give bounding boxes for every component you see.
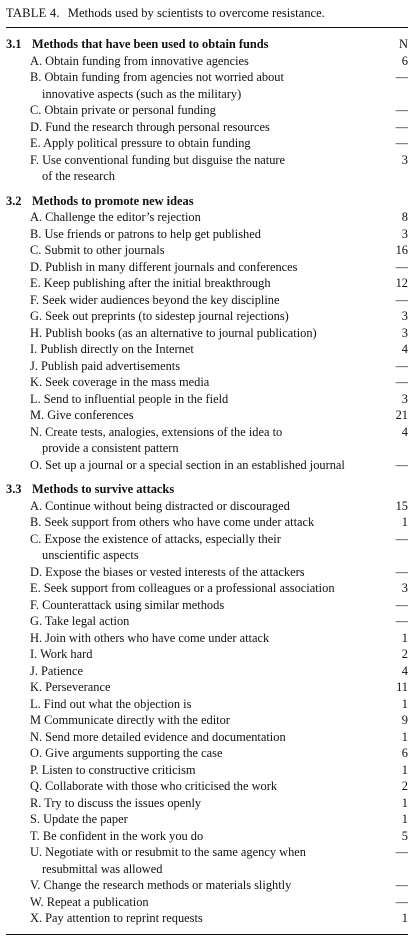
count-value: — — [395, 103, 408, 117]
method-line: C. Expose the existence of attacks, especially their — [30, 531, 281, 546]
section-title: Methods to survive attacks — [32, 482, 175, 496]
method-description — [6, 292, 386, 309]
table-row — [6, 308, 408, 325]
count-value: 1 — [401, 812, 408, 826]
method-description — [6, 135, 386, 152]
count-value: — — [395, 614, 408, 628]
method-description — [6, 679, 386, 696]
method-description — [6, 374, 386, 391]
method-line: Q. Collaborate with those who criticised the work — [30, 779, 278, 793]
method-line: H. Join with others who have come under attack — [30, 630, 270, 645]
count-value: 3 — [401, 152, 408, 167]
method-description — [6, 580, 386, 597]
method-line: A. Continue without being distracted or discouraged — [30, 498, 290, 513]
method-description — [6, 844, 386, 877]
method-line: E. Apply political pressure to obtain funding — [30, 136, 251, 150]
count-value: 1 — [401, 515, 408, 529]
table-row — [6, 259, 408, 276]
method-line: V. Change the research methods or materials slightly — [30, 878, 292, 892]
table-row — [6, 292, 408, 309]
count-value: 11 — [396, 680, 408, 694]
count-value: 1 — [401, 630, 408, 645]
section-number: 3.3 — [6, 482, 22, 496]
table-row — [6, 762, 408, 779]
method-description — [6, 696, 386, 713]
method-line: U. Negotiate with or resubmit to the same agency when — [30, 845, 306, 859]
table-row — [6, 712, 408, 729]
method-description — [6, 119, 386, 136]
method-description — [6, 646, 386, 663]
method-description — [6, 745, 386, 762]
method-description — [6, 663, 386, 680]
method-description — [6, 358, 386, 375]
method-description — [6, 308, 386, 325]
count-value: 1 — [401, 729, 408, 744]
method-line: J. Patience — [30, 663, 83, 678]
table-row — [6, 325, 408, 342]
method-description — [6, 712, 386, 729]
table-row — [6, 828, 408, 845]
table-row — [6, 564, 408, 581]
count-value: 4 — [401, 663, 408, 678]
section-3-1 — [6, 36, 408, 185]
method-description — [6, 514, 386, 531]
method-description — [6, 613, 386, 630]
table-row — [6, 358, 408, 375]
table-row — [6, 391, 408, 408]
method-line: B. Use friends or patrons to help get published — [30, 226, 261, 241]
count-value: 16 — [395, 243, 408, 257]
count-value: — — [395, 564, 408, 579]
method-line: W. Repeat a publication — [30, 894, 149, 909]
count-value: 9 — [401, 713, 408, 727]
table-row — [6, 745, 408, 762]
section-heading — [6, 193, 408, 210]
method-line: P. Listen to constructive criticism — [30, 762, 196, 777]
table-row — [6, 341, 408, 358]
table-row — [6, 630, 408, 647]
method-description — [6, 209, 386, 226]
section-number: 3.2 — [6, 193, 22, 208]
method-description — [6, 242, 386, 259]
table-row — [6, 457, 408, 474]
method-description — [6, 778, 386, 795]
table-body — [6, 36, 408, 927]
table-row — [6, 811, 408, 828]
count-value: 1 — [401, 795, 408, 810]
method-description — [6, 424, 386, 457]
method-description — [6, 341, 386, 358]
method-line: A. Obtain funding from innovative agencies — [30, 53, 249, 68]
count-value: 4 — [401, 424, 408, 439]
section-3-2 — [6, 193, 408, 474]
count-value: 6 — [401, 53, 408, 68]
method-line: G. Take legal action — [30, 614, 130, 628]
method-description — [6, 877, 386, 894]
method-description — [6, 597, 386, 614]
count-value: 8 — [401, 210, 408, 224]
method-line: I. Work hard — [30, 647, 93, 661]
method-line: M Communicate directly with the editor — [30, 713, 230, 727]
method-line: N. Send more detailed evidence and documentation — [30, 729, 286, 744]
method-description — [6, 811, 386, 828]
method-description — [6, 498, 386, 515]
table-row — [6, 119, 408, 136]
method-line: G. Seek out preprints (to sidestep journal rejections) — [30, 309, 289, 323]
count-value: 1 — [401, 911, 408, 925]
table-row — [6, 242, 408, 259]
method-line: I. Publish directly on the Internet — [30, 342, 194, 356]
table-row — [6, 795, 408, 812]
method-line-continued: of the research — [42, 169, 115, 183]
method-line: X. Pay attention to reprint requests — [30, 911, 203, 925]
count-value: 1 — [401, 696, 408, 711]
section-number: 3.1 — [6, 37, 22, 51]
method-description — [6, 457, 386, 474]
table-row — [6, 613, 408, 630]
method-description — [6, 531, 386, 564]
table-row — [6, 877, 408, 894]
method-line-continued: resubmittal was allowed — [42, 861, 163, 876]
count-value: — — [395, 358, 408, 373]
count-value: 4 — [401, 342, 408, 356]
column-header-n: N — [399, 37, 408, 51]
table-row — [6, 102, 408, 119]
count-value: 2 — [401, 779, 408, 793]
count-value: — — [395, 259, 408, 274]
method-line: E. Seek support from colleagues or a professional association — [30, 581, 335, 595]
method-description — [6, 795, 386, 812]
method-line: O. Give arguments supporting the case — [30, 746, 223, 760]
table-row — [6, 646, 408, 663]
method-line-continued: innovative aspects (such as the military) — [42, 86, 242, 101]
table-row — [6, 844, 408, 877]
table-row — [6, 498, 408, 515]
table-row — [6, 135, 408, 152]
method-line: J. Publish paid advertisements — [30, 358, 181, 373]
count-value: — — [395, 531, 408, 546]
table-row — [6, 663, 408, 680]
method-description — [6, 630, 386, 647]
table-row — [6, 69, 408, 102]
method-line: K. Perseverance — [30, 680, 111, 694]
count-value: 3 — [401, 226, 408, 241]
table-row — [6, 209, 408, 226]
table-row — [6, 152, 408, 185]
table-caption — [6, 6, 408, 21]
method-line: D. Fund the research through personal resources — [30, 119, 270, 134]
count-value: 5 — [401, 828, 408, 843]
table-row — [6, 275, 408, 292]
table-row — [6, 514, 408, 531]
count-value: 6 — [401, 746, 408, 760]
method-line: H. Publish books (as an alternative to journal publication) — [30, 325, 317, 340]
method-line: C. Obtain private or personal funding — [30, 103, 216, 117]
method-description — [6, 325, 386, 342]
count-value: 15 — [395, 498, 408, 513]
method-description — [6, 226, 386, 243]
method-line: L. Send to influential people in the field — [30, 391, 229, 406]
table-row — [6, 729, 408, 746]
count-value: 21 — [395, 408, 408, 422]
method-description — [6, 910, 386, 927]
method-line: F. Seek wider audiences beyond the key discipline — [30, 292, 280, 307]
count-value: 2 — [401, 647, 408, 661]
method-line: A. Challenge the editor’s rejection — [30, 210, 201, 224]
method-line: C. Submit to other journals — [30, 243, 165, 257]
section-title: Methods to promote new ideas — [32, 193, 194, 208]
count-value: — — [395, 136, 408, 150]
method-line: T. Be confident in the work you do — [30, 828, 204, 843]
table-row — [6, 696, 408, 713]
count-value: — — [395, 894, 408, 909]
method-description — [6, 564, 386, 581]
count-value: 3 — [401, 325, 408, 340]
table-row — [6, 910, 408, 927]
table-row — [6, 679, 408, 696]
method-line: N. Create tests, analogies, extensions of the idea to — [30, 424, 283, 439]
method-line: B. Seek support from others who have come under attack — [30, 515, 315, 529]
section-title: Methods that have been used to obtain funds — [32, 37, 269, 51]
method-description — [6, 259, 386, 276]
count-value: 1 — [401, 762, 408, 777]
table-row — [6, 53, 408, 70]
count-value: 3 — [401, 391, 408, 406]
count-value: — — [395, 457, 408, 472]
top-rule — [6, 27, 408, 28]
method-line: B. Obtain funding from agencies not worried about — [30, 70, 284, 84]
section-heading — [6, 36, 408, 53]
method-line: O. Set up a journal or a special section in an established journal — [30, 457, 345, 472]
table-row — [6, 424, 408, 457]
method-description — [6, 828, 386, 845]
method-description — [6, 69, 386, 102]
table-row — [6, 580, 408, 597]
method-line: R. Try to discuss the issues openly — [30, 795, 202, 810]
method-line: F. Counterattack using similar methods — [30, 597, 225, 612]
count-value: — — [395, 597, 408, 612]
section-heading — [6, 481, 408, 498]
method-description — [6, 275, 386, 292]
method-description — [6, 407, 386, 424]
bottom-rule — [6, 934, 408, 935]
method-line: D. Expose the biases or vested interests of the attackers — [30, 564, 305, 579]
method-line: L. Find out what the objection is — [30, 696, 192, 711]
count-value: — — [395, 119, 408, 134]
method-description — [6, 391, 386, 408]
method-line: F. Use conventional funding but disguise the nature — [30, 152, 286, 167]
table-row — [6, 531, 408, 564]
count-value: — — [395, 845, 408, 859]
method-description — [6, 894, 386, 911]
table-row — [6, 894, 408, 911]
count-value: — — [395, 292, 408, 307]
method-description — [6, 762, 386, 779]
count-value: — — [395, 878, 408, 892]
method-line: K. Seek coverage in the mass media — [30, 375, 210, 389]
count-value: — — [395, 375, 408, 389]
table-label: TABLE 4. — [6, 6, 60, 20]
count-value: 12 — [395, 276, 408, 290]
method-line: S. Update the paper — [30, 812, 128, 826]
table-row — [6, 226, 408, 243]
method-description — [6, 102, 386, 119]
count-value: 3 — [401, 581, 408, 595]
method-line-continued: provide a consistent pattern — [42, 441, 179, 455]
count-value: 3 — [401, 309, 408, 323]
table-row — [6, 407, 408, 424]
table-row — [6, 597, 408, 614]
table-title: Methods used by scientists to overcome resistance. — [67, 6, 325, 20]
method-description — [6, 53, 386, 70]
table-row — [6, 374, 408, 391]
method-line: E. Keep publishing after the initial breakthrough — [30, 276, 271, 290]
method-description — [6, 152, 386, 185]
method-line: D. Publish in many different journals and conferences — [30, 259, 298, 274]
count-value: — — [395, 70, 408, 84]
method-line: M. Give conferences — [30, 408, 134, 422]
method-description — [6, 729, 386, 746]
table-row — [6, 778, 408, 795]
section-3-3 — [6, 481, 408, 927]
method-line-continued: unscientific aspects — [42, 548, 139, 562]
